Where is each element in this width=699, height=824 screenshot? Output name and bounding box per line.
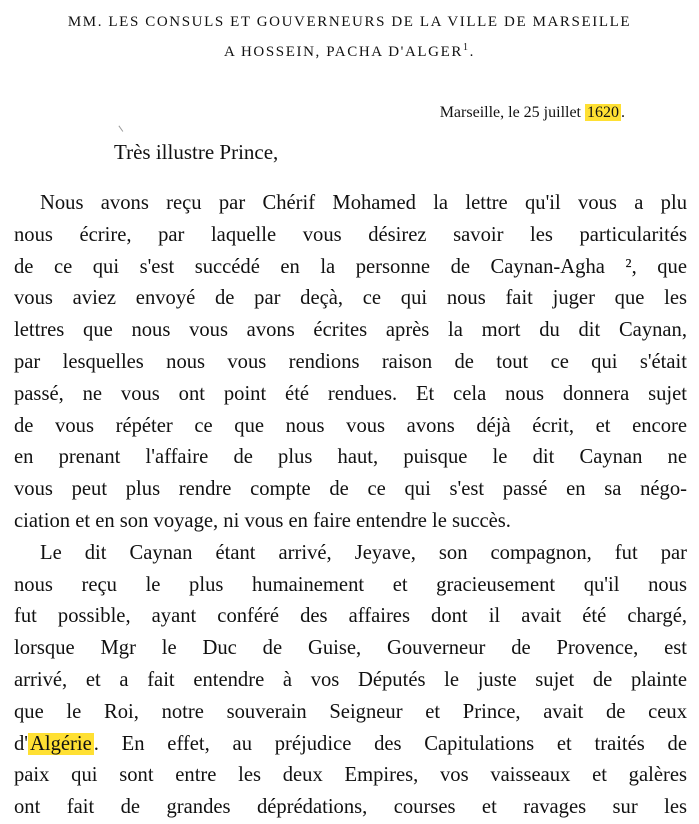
body-line: nous reçu le plus humainement et gracieusement qu'il nous bbox=[14, 573, 687, 596]
body-line: lettres que nous vous avons écrites après la mort du dit Caynan, bbox=[14, 319, 687, 342]
algerie-suffix: . En effet, au préjudice des Capitulations et traités de bbox=[93, 732, 687, 755]
heading-recipient: A HOSSEIN, PACHA D'ALGER bbox=[224, 44, 463, 60]
body-line: ciation et en son voyage, ni vous en faire entendre le succès. bbox=[14, 509, 511, 532]
body-line: nous écrire, par laquelle vous désirez savoir les particularités bbox=[14, 223, 687, 246]
body-line: de ce qui s'est succédé en la personne de Caynan-Agha ², que bbox=[14, 255, 687, 278]
date-prefix: Marseille, le 25 juillet bbox=[439, 104, 581, 121]
body-line: fut possible, ayant conféré des affaires dont il avait été chargé, bbox=[14, 605, 687, 628]
body-line: par lesquelles nous vous rendions raison de tout ce qui s'était bbox=[14, 350, 687, 373]
letter-body bbox=[14, 188, 687, 824]
date-suffix: . bbox=[621, 104, 625, 121]
body-line: Le dit Caynan étant arrivé, Jeyave, son compagnon, fut par bbox=[40, 541, 687, 564]
body-line: que le Roi, notre souverain Seigneur et Prince, avait de ceux bbox=[14, 700, 687, 723]
salutation: Très illustre Prince, bbox=[114, 140, 279, 164]
body-line: de vous répéter ce que nous vous avons déjà écrit, et encore bbox=[14, 414, 687, 437]
algerie-prefix: d' bbox=[14, 732, 29, 755]
stray-mark bbox=[118, 123, 126, 132]
highlighted-year: 1620 bbox=[587, 104, 619, 121]
body-line: vous aviez envoyé de par deçà, ce qui nous fait juger que les bbox=[14, 287, 687, 310]
body-line: lorsque Mgr le Duc de Guise, Gouverneur de Provence, est bbox=[14, 637, 687, 660]
body-line-algerie bbox=[14, 729, 687, 761]
footnote-marker: 1 bbox=[462, 42, 470, 53]
letter-heading-line-1: MM. LES CONSULS ET GOUVERNEURS DE LA VILLE DE MARSEILLE bbox=[67, 14, 632, 30]
letter-date bbox=[440, 104, 625, 122]
body-line: en prenant l'affaire de plus haut, puisque le dit Caynan ne bbox=[14, 446, 687, 469]
body-line: ont fait de grandes déprédations, courses et ravages sur les bbox=[14, 796, 687, 819]
body-line: passé, ne vous ont point été rendues. Et cela nous donnera sujet bbox=[14, 382, 687, 405]
body-line: vous peut plus rendre compte de ce qui s'est passé en sa négo- bbox=[14, 478, 687, 501]
body-line: Nous avons reçu par Chérif Mohamed la lettre qu'il vous a plu bbox=[40, 192, 687, 214]
body-line: paix qui sont entre les deux Empires, vos vaisseaux et galères bbox=[14, 764, 687, 787]
highlighted-algerie: Algérie bbox=[30, 732, 92, 755]
letter-heading-line-2: A HOSSEIN, PACHA D'ALGER$^1$. bbox=[224, 42, 475, 60]
body-line: arrivé, et a fait entendre à vos Députés le juste sujet de plainte bbox=[14, 668, 687, 691]
